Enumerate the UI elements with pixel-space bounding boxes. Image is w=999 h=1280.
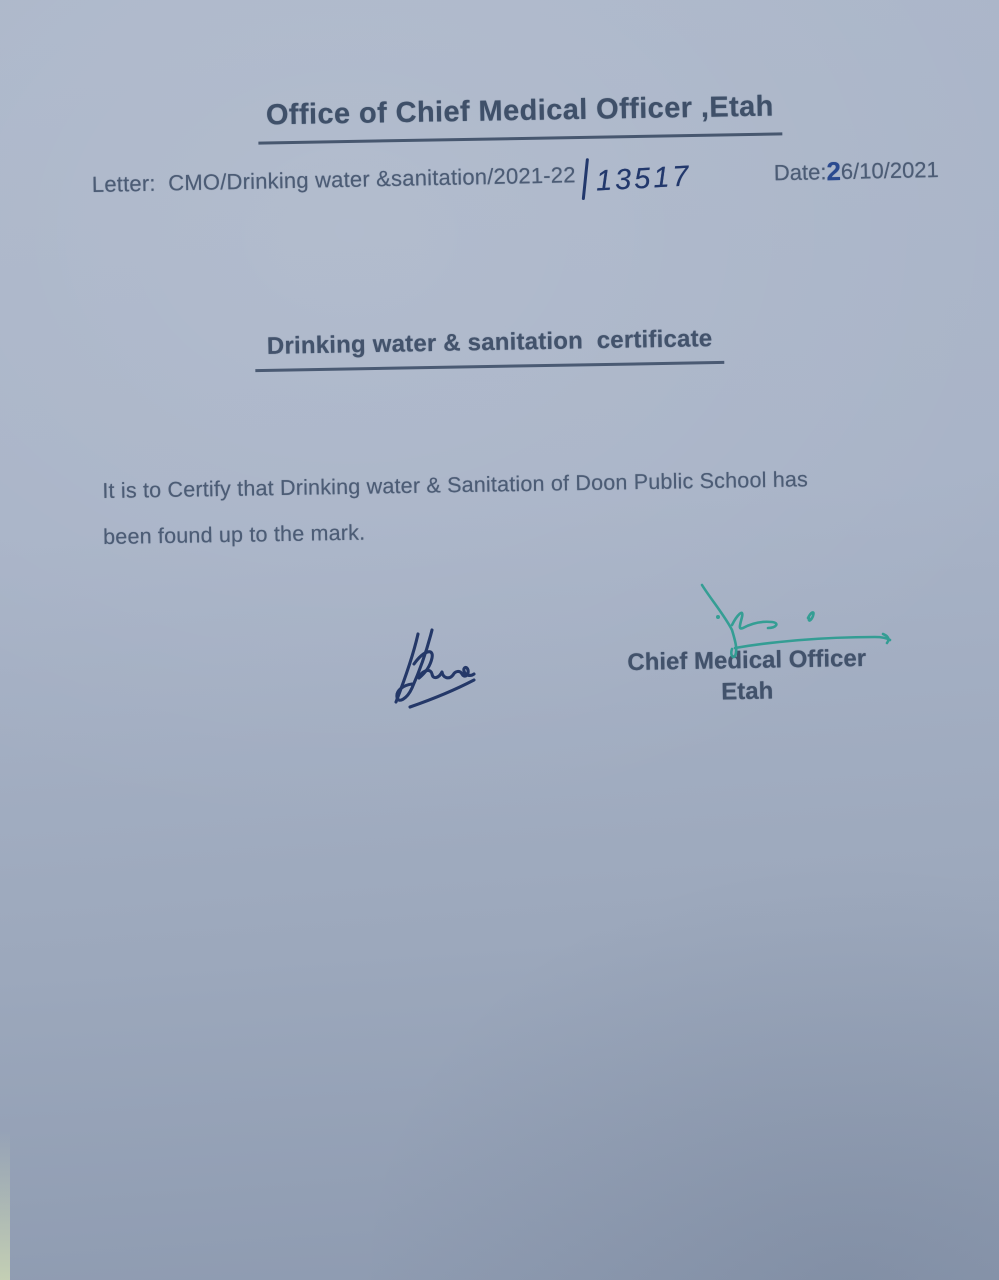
signatory-title: Chief Medical Officer bbox=[627, 644, 867, 677]
letter-date bbox=[774, 153, 940, 187]
body-line-2: been found up to the mark. bbox=[102, 520, 366, 549]
date-label: Date: bbox=[773, 159, 827, 186]
office-title: Office of Chief Medical Officer ,Etah bbox=[257, 90, 782, 144]
certificate-heading: Drinking water & sanitation certificate bbox=[254, 325, 724, 372]
certificate-heading-row bbox=[0, 325, 999, 368]
letter-reference-printed: Letter: CMO/Drinking water &sanitation/2021-22 bbox=[91, 162, 576, 197]
signatory-place: Etah bbox=[721, 677, 774, 706]
certificate-body bbox=[102, 454, 943, 560]
paper-edge-strip bbox=[0, 1130, 10, 1280]
body-line-1: It is to Certify that Drinking water & Sanitation of Doon Public School has bbox=[102, 467, 809, 503]
handwritten-separator-stroke bbox=[582, 158, 589, 200]
handwritten-signature-ink bbox=[388, 612, 498, 724]
letterhead bbox=[0, 90, 999, 140]
officer-signature-teal bbox=[680, 568, 900, 668]
letter-number-handwritten: 13517 bbox=[594, 160, 693, 198]
date-day-handwritten: 2 bbox=[826, 155, 842, 187]
letter-reference-line bbox=[92, 155, 940, 210]
date-printed: 6/10/2021 bbox=[840, 157, 939, 184]
